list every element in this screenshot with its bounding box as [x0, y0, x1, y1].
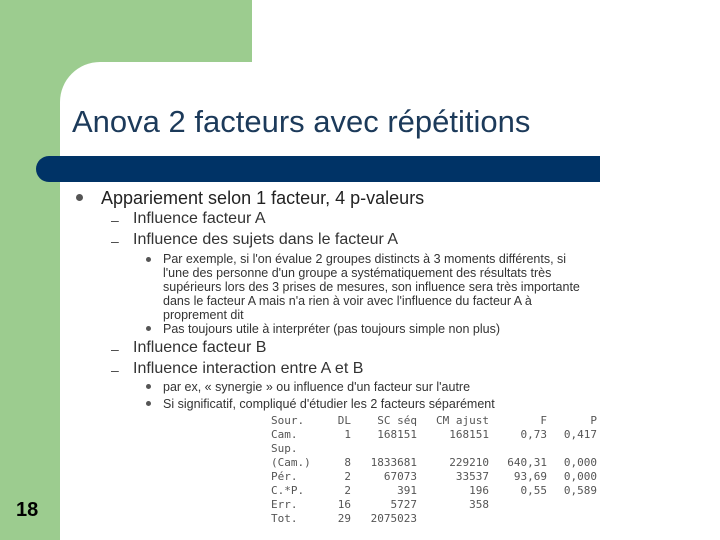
dash-icon: –: [111, 341, 119, 357]
table-cell: 1833681: [370, 455, 417, 469]
table-cell: 0,417: [563, 427, 597, 441]
table-row: [268, 427, 600, 441]
table-cell: 0,73: [520, 427, 547, 441]
table-cell: Sup.: [271, 441, 298, 455]
exemple-line: supérieurs lors des 3 prises de mesures, son influence sera très importante: [163, 280, 580, 294]
subsub-si-significatif: Si significatif, compliqué d'étudier les 2 facteurs séparément: [163, 397, 495, 411]
table-cell: 0,55: [520, 483, 547, 497]
table-cell: 640,31: [507, 455, 547, 469]
table-cell: 358: [469, 497, 489, 511]
table-cell: [420, 441, 492, 455]
bullet-dot: [146, 257, 151, 262]
table-cell: [550, 441, 600, 455]
table-row: [268, 469, 600, 483]
table-cell: [354, 441, 420, 455]
table-cell: 229210: [449, 455, 489, 469]
table-cell: 168151: [377, 427, 417, 441]
bullet-dot: [146, 384, 151, 389]
exemple-line: proprement dit: [163, 308, 244, 322]
table-cell: 1: [344, 427, 351, 441]
table-cell: 0,000: [563, 455, 597, 469]
title-underline-bar: [36, 156, 600, 182]
table-header-row: [268, 413, 600, 427]
table-cell: C.*P.: [271, 483, 305, 497]
table-row: [268, 483, 600, 497]
table-cell: [550, 511, 600, 525]
table-cell: 2: [344, 483, 351, 497]
bullet-dot: [146, 401, 151, 406]
header-cell: DL: [337, 413, 351, 427]
table-cell: Cam.: [271, 427, 298, 441]
table-cell: 196: [469, 483, 489, 497]
table-cell: [322, 441, 354, 455]
table-cell: 33537: [455, 469, 489, 483]
subsub-pas-toujours-utile: Pas toujours utile à interpréter (pas toujours simple non plus): [163, 322, 500, 336]
dash-icon: –: [111, 362, 119, 378]
bullet-dot: [146, 326, 151, 331]
table-cell: (Cam.): [271, 455, 311, 469]
table-cell: 2075023: [370, 511, 417, 525]
table-cell: 0,589: [563, 483, 597, 497]
page-number: 18: [16, 499, 39, 521]
header-cell: P: [590, 413, 597, 427]
table-row: [268, 511, 600, 525]
table-cell: 391: [397, 483, 417, 497]
table-cell: [492, 511, 550, 525]
header-cell: SC séq: [377, 413, 417, 427]
table-cell: [492, 497, 550, 511]
table-cell: Tot.: [271, 511, 298, 525]
table-cell: 16: [337, 497, 351, 511]
table-cell: 67073: [383, 469, 417, 483]
table-cell: 29: [337, 511, 351, 525]
table-cell: 168151: [449, 427, 489, 441]
table-row: [268, 497, 600, 511]
dash-icon: –: [111, 233, 119, 249]
table-cell: 93,69: [513, 469, 547, 483]
subbullet-influence-facteur-a: Influence facteur A: [133, 210, 266, 227]
table-cell: [550, 497, 600, 511]
table-cell: 5727: [390, 497, 417, 511]
table-cell: [492, 441, 550, 455]
dash-icon: –: [111, 212, 119, 228]
header-cell: CM ajust: [436, 413, 489, 427]
table-row: [268, 441, 600, 455]
table-cell: 2: [344, 469, 351, 483]
table-cell: Err.: [271, 497, 298, 511]
table-cell: Pér.: [271, 469, 298, 483]
bullet-dot: [76, 194, 83, 201]
exemple-line: l'une des personne d'un groupe a systématiquement des résultats très: [163, 266, 552, 280]
subsub-synergie: par ex, « synergie » ou influence d'un facteur sur l'autre: [163, 380, 471, 394]
subbullet-influence-facteur-b: Influence facteur B: [133, 339, 267, 356]
slide-title: Anova 2 facteurs avec répétitions: [72, 104, 531, 139]
subsub-exemple: [163, 252, 580, 322]
header-cell: F: [540, 413, 547, 427]
anova-table: [268, 413, 608, 539]
header-cell: Sour.: [271, 413, 305, 427]
exemple-line: dans le facteur A mais n'a rien à voir avec l'influence du facteur A à: [163, 294, 532, 308]
table-row: [268, 455, 600, 469]
subbullet-interaction: Influence interaction entre A et B: [133, 360, 364, 377]
bullet-appariement: Appariement selon 1 facteur, 4 p-valeurs: [101, 188, 425, 208]
table-cell: [420, 511, 492, 525]
exemple-line: Par exemple, si l'on évalue 2 groupes distincts à 3 moments différents, si: [163, 252, 567, 266]
table-cell: 0,000: [563, 469, 597, 483]
subbullet-influence-sujets: Influence des sujets dans le facteur A: [133, 231, 399, 248]
table-cell: 8: [344, 455, 351, 469]
